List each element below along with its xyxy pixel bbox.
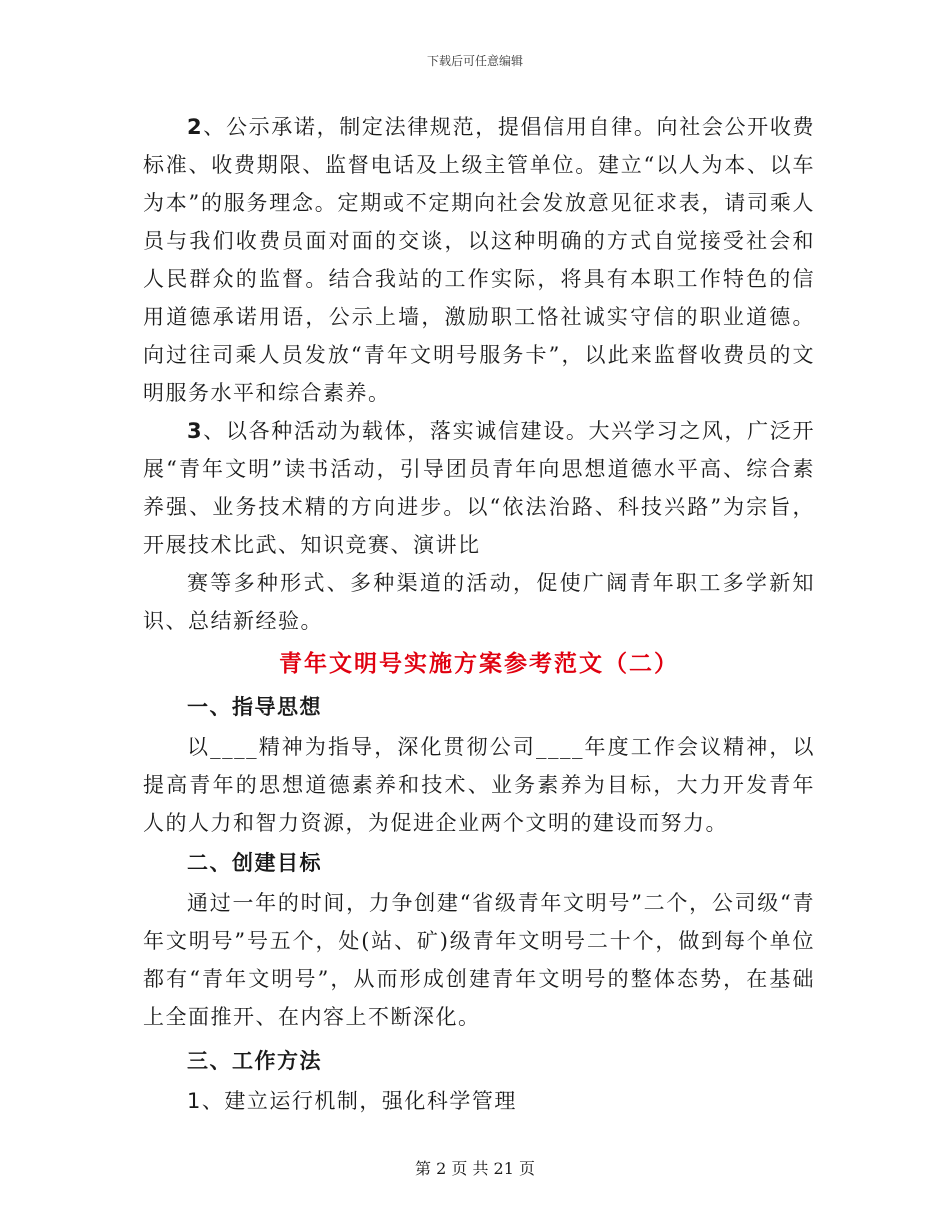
- paragraph-text: 、公示承诺，制定法律规范，提倡信用自律。向社会公开收费标准、收费期限、监督电话及上级主管单位。建立“以人为本、以车为本”的服务理念。定期或不定期向社会发放意见征求表，请司乘人员与我们收费员面对面的交谈，以这种明确的方式自觉接受社会和人民群众的监督。结合我站的工作实际，将具有本职工作特色的信用道德承诺用语，公示上墙，激励职工恪社诚实守信的职业道德。向过往司乘人员发放“青年文明号服务卡”，以此来监督收费员的文明服务水平和综合素养。: [143, 115, 815, 405]
- paragraph-goals: 通过一年的时间，力争创建“省级青年文明号”二个，公司级“青年文明号”号五个，处(站、矿)级青年文明号二十个，做到每个单位都有“青年文明号”，从而形成创建青年文明号的整体态势，在基础上全面推开、在内容上不断深化。: [143, 891, 815, 1029]
- item-number: 3: [187, 419, 204, 443]
- heading-methods: 三、工作方法: [187, 1049, 322, 1073]
- document-body: [143, 108, 815, 1120]
- paragraph-continuation: 赛等多种形式、多种渠道的活动，促使广阔青年职工多学新知识、总结新经验。: [143, 571, 815, 633]
- item-number: 2: [187, 115, 204, 139]
- paragraph-text: 、建立运行机制，强化科学管理: [201, 1089, 517, 1113]
- paragraph-2: [143, 108, 815, 412]
- page-number: 第 2 页 共 21 页: [415, 1159, 535, 1178]
- paragraph-guiding-ideology: 以____精神为指导，深化贯彻公司____年度工作会议精神，以提高青年的思想道德素养和技术、业务素养为目标，大力开发青年人的人力和智力资源，为促进企业两个文明的建设而努力。: [143, 735, 815, 835]
- heading-guiding-ideology: 一、指导思想: [187, 695, 322, 719]
- paragraph-text: 、以各种活动为载体，落实诚信建设。大兴学习之风，广泛开展“青年文明”读书活动，引导团员青年向思想道德水平高、综合素养强、业务技术精的方向进步。以“依法治路、科技兴路”为宗旨，开展技术比武、知识竞赛、演讲比: [143, 419, 815, 557]
- item-number: 1: [187, 1089, 202, 1113]
- paragraph-3: [143, 412, 815, 564]
- heading-goals: 二、创建目标: [187, 851, 322, 875]
- section-title: 青年文明号实施方案参考范文（二）: [279, 651, 679, 677]
- paragraph-method-1: [143, 1082, 815, 1120]
- header-note: 下载后可任意编辑: [426, 54, 523, 68]
